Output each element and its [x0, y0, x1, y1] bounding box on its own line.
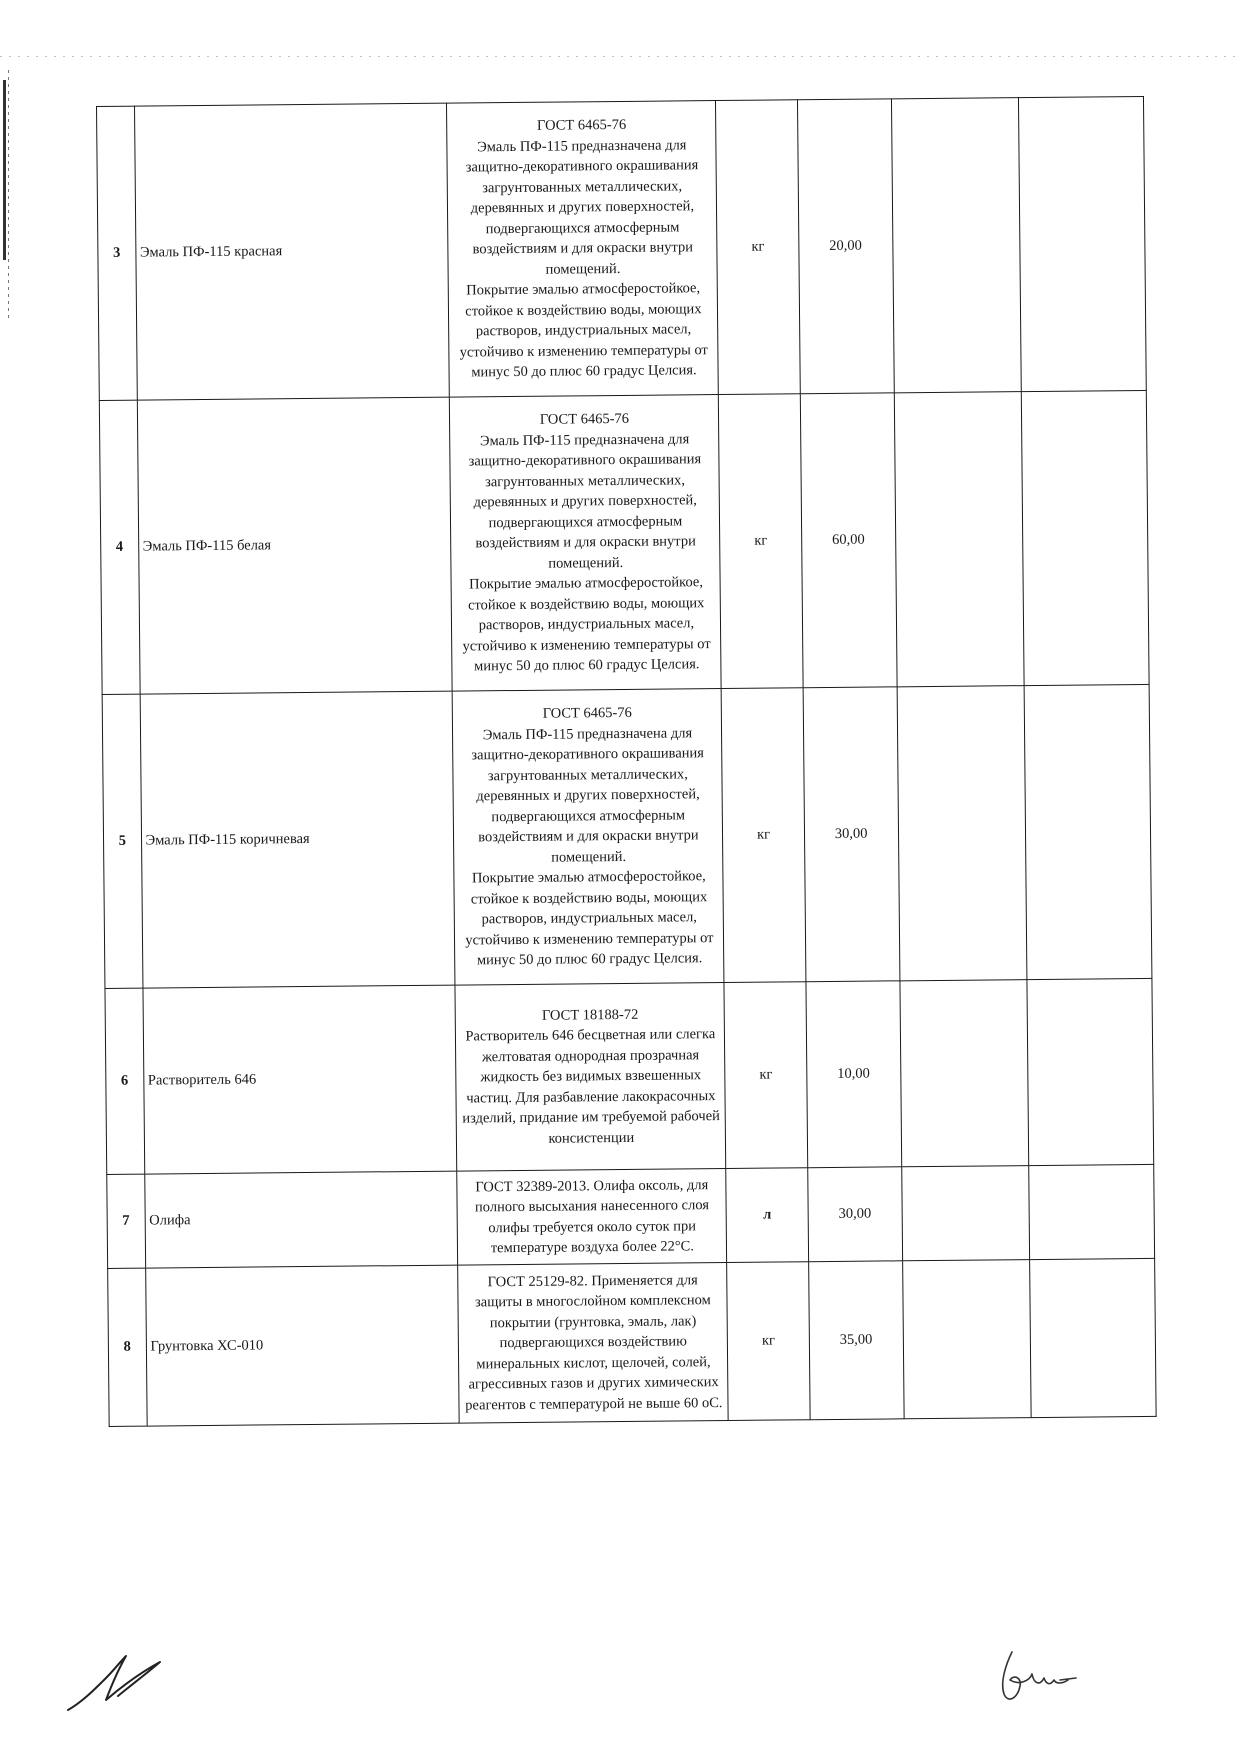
item-description: ГОСТ 6465-76 Эмаль ПФ-115 предназначена для защитно-декоративного окрашивания загрунтованных металлических, деревянных и других поверхностей, подвергающихся атмосферным воздействиям и для окраски внутри помещений. Покрытие эмалью атмосферостойкое, стойкое к воздействию воды, моющих растворов, индустриальных масел, устойчиво к изменению температуры от минус 50 до плюс 60 градус Целсия.: [447, 101, 719, 398]
signature-left: [60, 1648, 170, 1718]
row-number: 3: [97, 106, 137, 400]
item-quantity: 30,00: [807, 1167, 902, 1262]
empty-cell: [1027, 978, 1154, 1165]
item-unit: кг: [724, 982, 807, 1169]
item-quantity: 35,00: [808, 1261, 903, 1420]
empty-cell: [1029, 1258, 1156, 1417]
row-number: 5: [102, 694, 142, 988]
table-row: [107, 1164, 1155, 1268]
item-unit: кг: [719, 394, 803, 689]
item-unit: кг: [727, 1262, 810, 1421]
item-unit: кг: [722, 688, 806, 983]
scan-edge-dots: [8, 70, 9, 320]
item-quantity: 60,00: [800, 393, 897, 688]
empty-cell: [900, 980, 1029, 1167]
item-unit: л: [726, 1168, 808, 1263]
empty-cell: [902, 1260, 1031, 1419]
table-row: [102, 684, 1152, 988]
empty-cell: [901, 1166, 1029, 1261]
empty-cell: [1029, 1164, 1155, 1259]
item-description: ГОСТ 6465-76 Эмаль ПФ-115 предназначена для защитно-декоративного окрашивания загрунтованных металлических, деревянных и других поверхностей, подвергающихся атмосферным воздействиям и для окраски внутри помещений. Покрытие эмалью атмосферостойкое, стойкое к воздействию воды, моющих растворов, индустриальных масел, устойчиво к изменению температуры от минус 50 до плюс 60 градус Целсия.: [450, 395, 722, 692]
empty-cell: [1024, 684, 1152, 979]
item-name: Олифа: [144, 1171, 458, 1268]
item-name: Эмаль ПФ-115 белая: [137, 397, 453, 694]
row-number: 6: [105, 988, 144, 1174]
item-description: ГОСТ 25129-82. Применяется для защиты в многослойном комплексном покрытии (грунтовка, эмаль, лак) подвергающихся воздействию минеральных кислот, щелочей, солей, агрессивных газов и других химических реагентов с температурой не выше 60 оС.: [458, 1262, 729, 1423]
item-description: ГОСТ 18188-72 Растворитель 646 бесцветная или слегка желтоватая однородная прозрачная жидкость без видимых взвешенных частиц. Для разбавление лакокрасочных изделий, придание им требуемой рабочей консистенции: [455, 983, 726, 1172]
row-number: 4: [99, 400, 139, 694]
table-row: [105, 978, 1154, 1174]
empty-cell: [1018, 96, 1146, 391]
item-description: ГОСТ 6465-76 Эмаль ПФ-115 предназначена для защитно-декоративного окрашивания загрунтованных металлических, деревянных и других поверхностей, подвергающихся атмосферным воздействиям и для окраски внутри помещений. Покрытие эмалью атмосферостойкое, стойкое к воздействию воды, моющих растворов, индустриальных масел, устойчиво к изменению температуры от минус 50 до плюс 60 градус Целсия.: [453, 689, 725, 986]
signature-right: [992, 1640, 1082, 1710]
scan-noise-top: [0, 56, 1240, 57]
empty-cell: [1021, 390, 1149, 685]
table-row: [97, 96, 1147, 400]
empty-cell: [897, 686, 1027, 981]
empty-cell: [891, 98, 1021, 393]
item-name: Эмаль ПФ-115 красная: [134, 103, 450, 400]
empty-cell: [894, 392, 1024, 687]
item-description: ГОСТ 32389-2013. Олифа оксоль, для полного высыхания нанесенного слоя олифы требуется около суток при температуре воздуха более 22°С.: [457, 1169, 727, 1266]
scan-edge-mark: [3, 80, 6, 260]
item-quantity: 10,00: [806, 981, 902, 1168]
row-number: 7: [107, 1174, 145, 1268]
item-name: Эмаль ПФ-115 коричневая: [140, 691, 456, 988]
item-quantity: 30,00: [803, 687, 900, 982]
item-quantity: 20,00: [797, 99, 894, 394]
table-row: [108, 1258, 1156, 1426]
specification-table: [96, 96, 1157, 1427]
row-number: 8: [108, 1268, 147, 1426]
table-row: [99, 390, 1149, 694]
item-name: Растворитель 646: [143, 985, 458, 1174]
item-unit: кг: [716, 100, 800, 395]
item-name: Грунтовка ХС-010: [145, 1265, 459, 1426]
